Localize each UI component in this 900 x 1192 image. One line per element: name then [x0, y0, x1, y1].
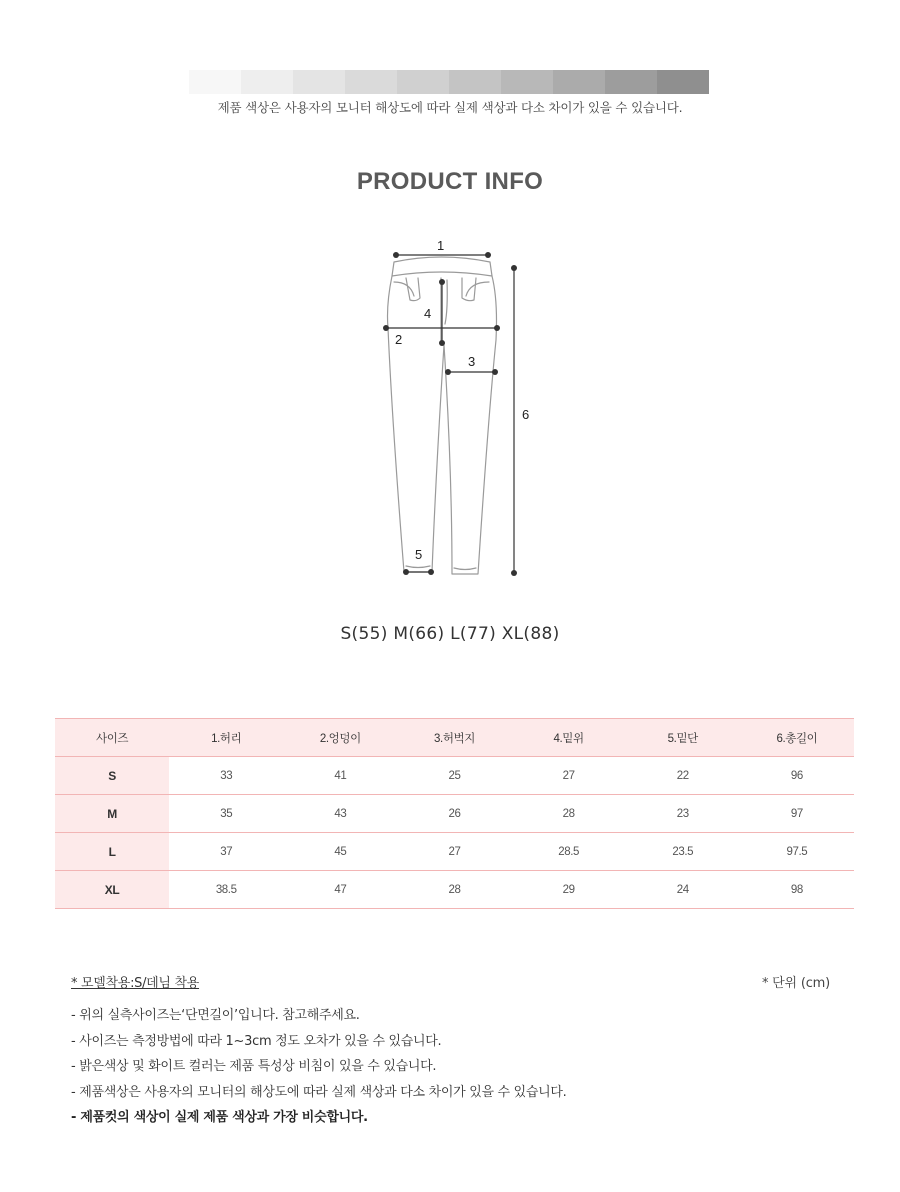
table-body	[55, 757, 854, 909]
label-thigh: 3	[468, 354, 476, 369]
table-header-cell: 5.밑단	[626, 719, 740, 757]
table-header-cell: 2.엉덩이	[283, 719, 397, 757]
table-header-cell: 6.총길이	[740, 719, 854, 757]
table-row	[55, 757, 854, 795]
label-waist: 1	[437, 238, 445, 253]
measurement-cell: 98	[740, 871, 854, 909]
measurement-cell: 25	[397, 757, 511, 795]
model-note: * 모델착용:S/데님 착용	[71, 976, 200, 991]
color-swatch	[449, 70, 501, 94]
table-header-cell: 3.허벅지	[397, 719, 511, 757]
measurement-cell: 38.5	[169, 871, 283, 909]
note-item: - 사이즈는 측정방법에 따라 1~3cm 정도 오차가 있을 수 있습니다.	[71, 1033, 442, 1049]
measurement-cell: 33	[169, 757, 283, 795]
pants-measurement-diagram	[370, 230, 540, 590]
measurement-cell: 27	[397, 833, 511, 871]
measurement-cell: 47	[283, 871, 397, 909]
table-header-cell: 1.허리	[169, 719, 283, 757]
note-item: - 제품컷의 색상이 실제 제품 색상과 가장 비슷합니다.	[71, 1110, 368, 1125]
measurement-cell: 23.5	[626, 833, 740, 871]
page-title: PRODUCT INFO	[356, 168, 544, 195]
table-row	[55, 871, 854, 909]
note-item: - 제품색상은 사용자의 모니터의 해상도에 따라 실제 색상과 다소 차이가 있을 수 있습니다.	[71, 1084, 567, 1100]
measurement-points	[383, 252, 517, 576]
table-header-row	[55, 719, 854, 757]
measurement-cell: 97	[740, 795, 854, 833]
measurement-cell: 28	[512, 795, 626, 833]
size-table	[55, 718, 854, 909]
available-sizes: S(55) M(66) L(77) XL(88)	[340, 624, 560, 644]
label-hip: 2	[395, 332, 403, 347]
color-swatch-bar	[189, 70, 709, 94]
table-header-cell: 4.밑위	[512, 719, 626, 757]
measurement-cell: 29	[512, 871, 626, 909]
measurement-cell: 45	[283, 833, 397, 871]
measurement-cell: 26	[397, 795, 511, 833]
table-row	[55, 833, 854, 871]
color-swatch	[553, 70, 605, 94]
color-swatch	[605, 70, 657, 94]
size-name-cell: XL	[55, 871, 169, 909]
color-swatch	[241, 70, 293, 94]
table-row	[55, 795, 854, 833]
color-swatch	[657, 70, 709, 94]
label-length: 6	[522, 407, 530, 422]
size-name-cell: S	[55, 757, 169, 795]
measurement-cell: 23	[626, 795, 740, 833]
size-name-cell: M	[55, 795, 169, 833]
measurement-cell: 24	[626, 871, 740, 909]
measurement-cell: 28	[397, 871, 511, 909]
measurement-cell: 41	[283, 757, 397, 795]
unit-note: * 단위 (cm)	[761, 976, 830, 991]
measurement-cell: 97.5	[740, 833, 854, 871]
measurement-cell: 28.5	[512, 833, 626, 871]
label-rise: 4	[424, 306, 432, 321]
measurement-lines	[386, 255, 514, 573]
notes-list	[71, 1003, 567, 1131]
color-notice: 제품 색상은 사용자의 모니터 해상도에 따라 실제 색상과 다소 차이가 있을 수 있습니다.	[217, 100, 683, 115]
measurement-cell: 96	[740, 757, 854, 795]
label-hem: 5	[415, 547, 423, 562]
measurement-cell: 22	[626, 757, 740, 795]
measurement-cell: 27	[512, 757, 626, 795]
note-item: - 위의 실측사이즈는‘단면길이’입니다. 참고해주세요.	[71, 1008, 360, 1023]
measurement-cell: 37	[169, 833, 283, 871]
table-header-cell: 사이즈	[55, 719, 169, 757]
color-swatch	[189, 70, 241, 94]
note-item: - 밝은색상 및 화이트 컬러는 제품 특성상 비침이 있을 수 있습니다.	[71, 1059, 437, 1074]
measurement-cell: 43	[283, 795, 397, 833]
color-swatch	[397, 70, 449, 94]
color-swatch	[293, 70, 345, 94]
size-name-cell: L	[55, 833, 169, 871]
color-swatch	[501, 70, 553, 94]
color-swatch	[345, 70, 397, 94]
measurement-cell: 35	[169, 795, 283, 833]
